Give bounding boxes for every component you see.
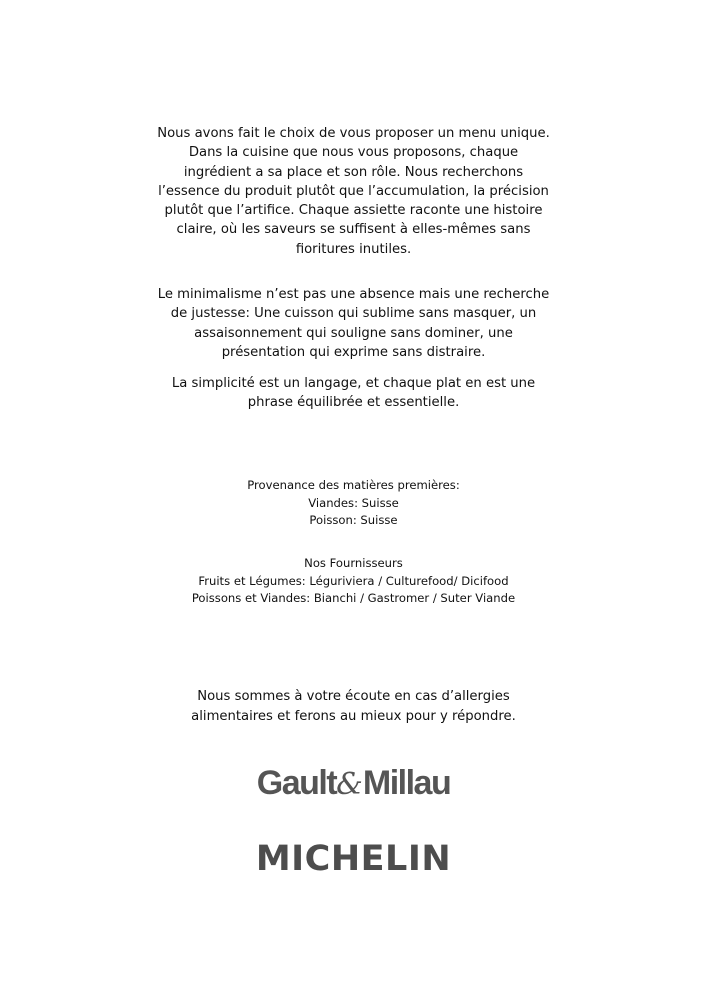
- provenance-heading: Provenance des matières premières:: [247, 478, 460, 492]
- intro-line: ingrédient a sa place et son rôle. Nous recherchons: [183, 164, 524, 180]
- simplicite-line: phrase équilibrée et essentielle.: [247, 395, 460, 411]
- intro-paragraph: [0, 124, 707, 259]
- simplicite-line: La simplicité est un langage, et chaque plat en est une: [171, 376, 536, 391]
- gault-millau-logo-part2: Millau: [362, 764, 451, 802]
- michelin-logo: MICHELIN: [255, 839, 452, 879]
- gault-millau-logo: [0, 760, 707, 808]
- provenance-meats: Viandes: Suisse: [308, 495, 399, 510]
- suppliers-fish-meat: Poissons et Viandes: Bianchi / Gastromer / Suter Viande: [191, 591, 516, 606]
- minimalisme-line: Le minimalisme n’est pas une absence mais une recherche: [157, 287, 550, 302]
- intro-line: Dans la cuisine que nous vous proposons, chaque: [188, 145, 519, 161]
- intro-line: plutôt que l’artifice. Chaque assiette raconte une histoire: [164, 203, 543, 219]
- intro-line: l’essence du produit plutôt que l’accumulation, la précision: [158, 183, 549, 199]
- simplicite-paragraph: [0, 374, 707, 413]
- provenance-fish: Poisson: Suisse: [309, 513, 398, 528]
- minimalisme-line: assaisonnement qui souligne sans dominer, une: [194, 325, 513, 341]
- allergies-note: [0, 687, 707, 727]
- allergies-line: Nous sommes à votre écoute en cas d’allergies: [197, 689, 510, 704]
- intro-line: claire, où les saveurs se suffisent à elles-mêmes sans: [176, 222, 531, 238]
- provenance-section: [0, 477, 707, 530]
- suppliers-fruits: Fruits et Légumes: Léguriviera / Culturefood/ Dicifood: [198, 573, 509, 588]
- suppliers-section: [0, 555, 707, 608]
- intro-line: Nous avons fait le choix de vous proposer un menu unique.: [157, 126, 550, 141]
- minimalisme-paragraph: [0, 285, 707, 362]
- gault-millau-logo-ampersand: &: [336, 767, 363, 802]
- suppliers-heading: Nos Fournisseurs: [304, 556, 403, 570]
- minimalisme-line: de justesse: Une cuisson qui sublime sans masquer, un: [170, 306, 537, 322]
- gault-millau-logo-part1: Gault: [256, 764, 337, 802]
- allergies-line: alimentaires et ferons au mieux pour y répondre.: [191, 709, 516, 724]
- minimalisme-line: présentation qui exprime sans distraire.: [221, 344, 486, 360]
- intro-line: fioritures inutiles.: [295, 241, 412, 257]
